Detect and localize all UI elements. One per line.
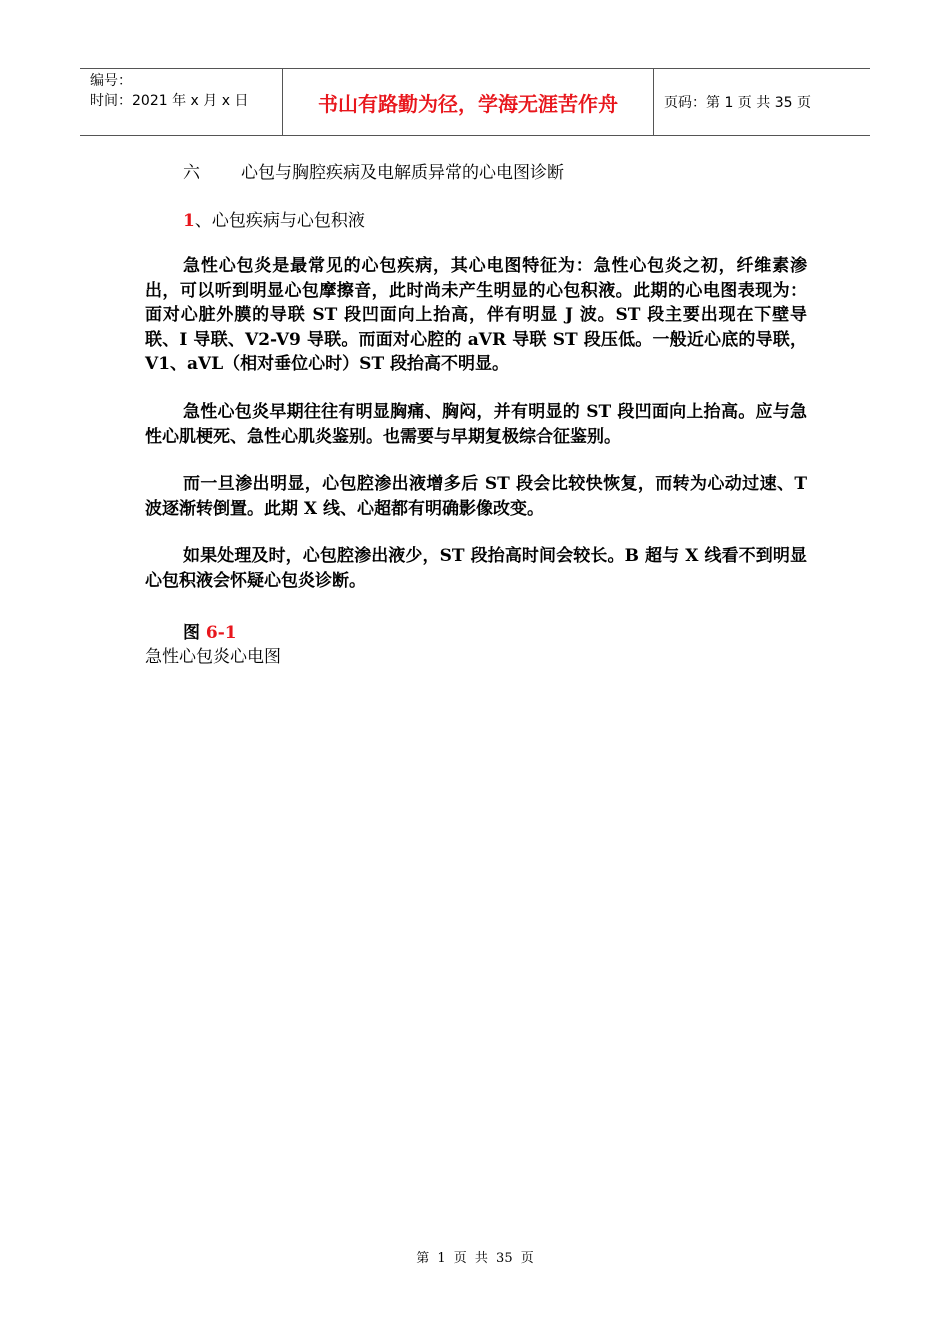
page-header (80, 68, 870, 136)
subsection-number: 1 (183, 211, 195, 231)
header-page-cell (654, 69, 870, 135)
paragraph: 而一旦渗出明显，心包腔渗出液增多后 ST 段会比较快恢复，而转为心动过速、T 波逐渐转倒置。此期 X 线、心超都有明确影像改变。 (145, 474, 807, 519)
figure-number: 6-1 (205, 623, 237, 643)
header-info-cell (80, 69, 282, 135)
section-title: 心包与胸腔疾病及电解质异常的心电图诊断 (241, 163, 564, 183)
section-number: 六 (183, 163, 200, 183)
paragraph: 急性心包炎早期往往有明显胸痛、胸闷，并有明显的 ST 段凹面向上抬高。应与急性心肌梗死、急性心肌炎鉴别。也需要与早期复极综合征鉴别。 (145, 402, 807, 447)
page-footer: 第 1 页 共 35 页 (416, 1251, 534, 1266)
header-motto: 书山有路勤为径，学海无涯苦作舟 (318, 91, 618, 116)
figure-label (183, 618, 237, 643)
subsection-heading (183, 206, 365, 231)
document-date-label: 时间：2021 年 x 月 x 日 (90, 93, 249, 109)
section-heading (183, 158, 564, 183)
paragraph: 急性心包炎是最常见的心包疾病，其心电图特征为：急性心包炎之初，纤维素渗出，可以听到明显心包摩擦音，此时尚未产生明显的心包积液。此期的心电图表现为：面对心脏外膜的导联 ST 段凹面向上抬高，伴有明显 J 波。ST 段主要出现在下壁导联、I 导联、V2-V9 导联。而面对心腔的 aVR 导联 ST 段压低。一般近心底的导联，V1、aVL（相对垂位心时）ST 段抬高不明显。 (145, 256, 807, 374)
figure-prefix: 图 (183, 623, 206, 643)
header-page-number: 页码：第 1 页 共 35 页 (664, 95, 811, 111)
subsection-title: 、心包疾病与心包积液 (194, 211, 365, 231)
figure-caption: 急性心包炎心电图 (145, 647, 281, 667)
paragraph: 如果处理及时，心包腔渗出液少，ST 段抬高时间会较长。B 超与 X 线看不到明显心包积液会怀疑心包炎诊断。 (145, 546, 807, 591)
header-motto-cell (282, 69, 654, 135)
document-number-label: 编号： (90, 73, 132, 89)
